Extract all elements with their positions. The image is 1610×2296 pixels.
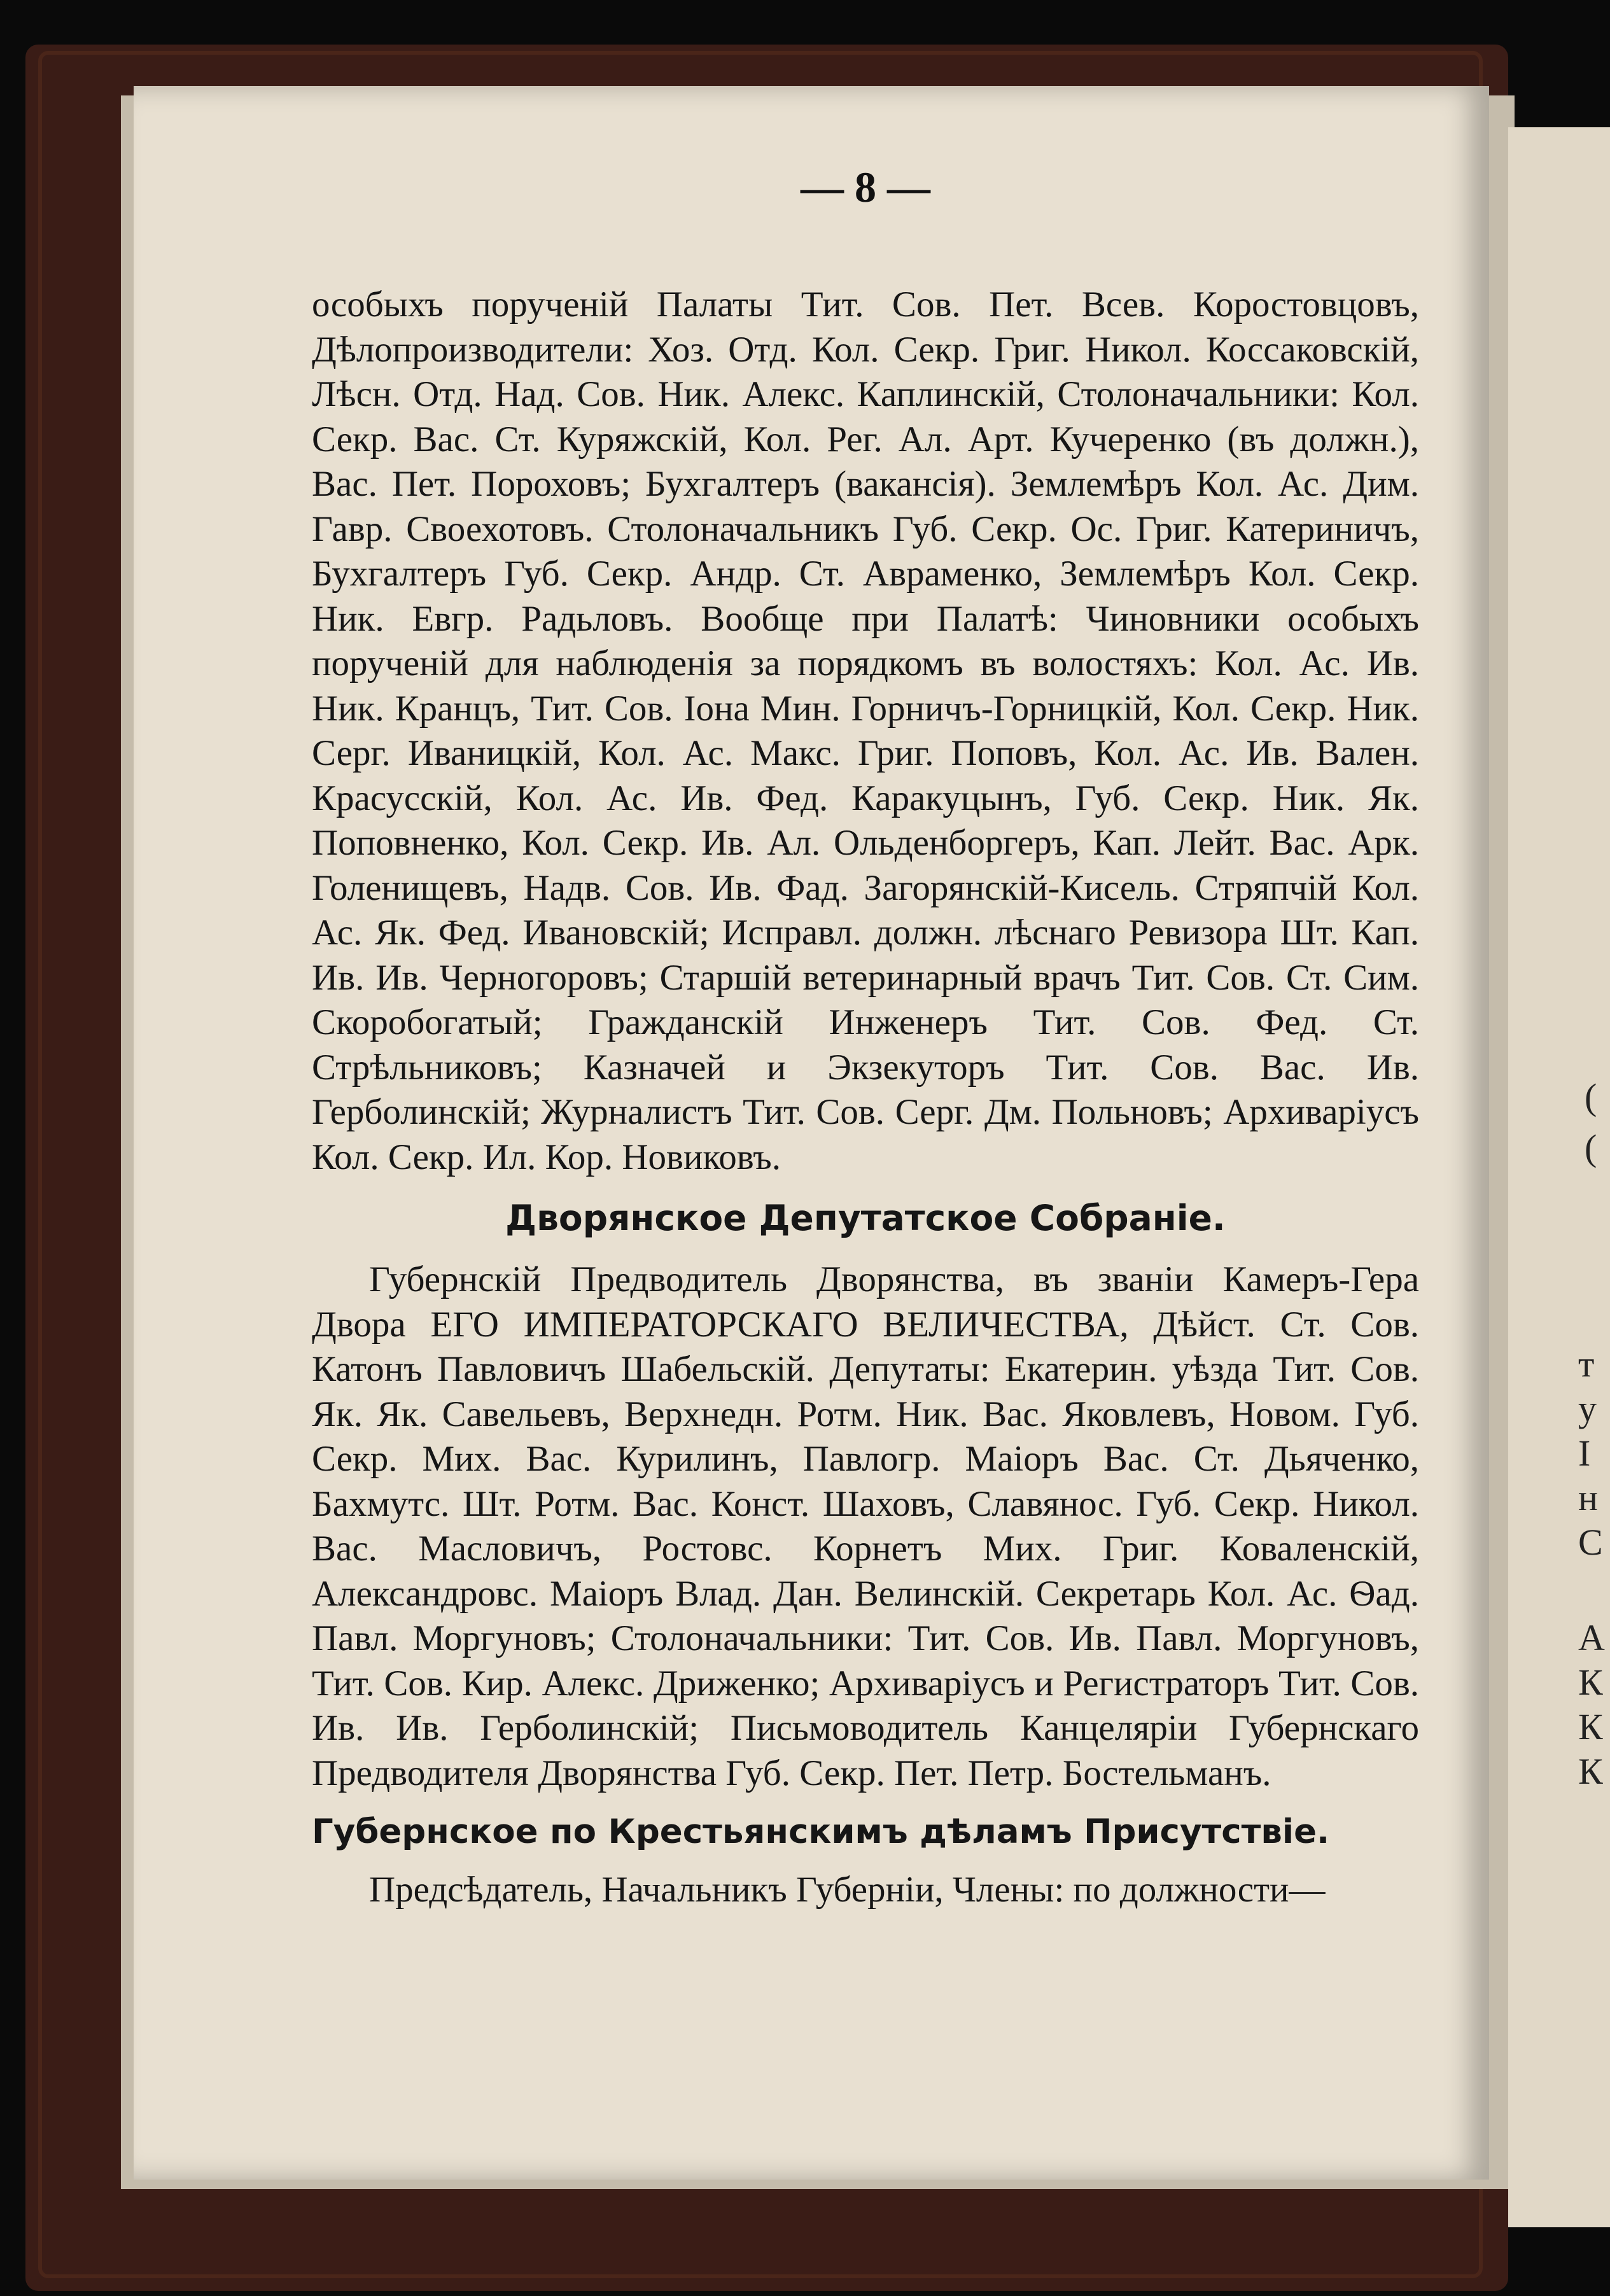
paragraph-palata: особыхъ порученій Палаты Тит. Сов. Пет. Всев. Коростовцовъ, Дѣлопроизводители: Хоз. Отд. Кол. Секр. Григ. Никол. Коссаковскій, Лѣсн. Отд. Над. Сов. Ник. Алекс. Каплинскій, Столоначальники: Кол. Секр. Вас. Ст. Куряжскій, Кол. Рег. Ал. Арт. Кучеренко (въ должн.), Вас. Пет. Пороховъ; Бухгалтеръ (вакансія). Землемѣръ Кол. Ас. Дим. Гавр. Своехотовъ. Столоначальникъ Губ. Секр. Ос. Григ. Катериничъ, Бухгалтеръ Губ. Секр. Андр. Ст. Авраменко, Землемѣръ Кол. Секр. Ник. Евгр. Радьловъ. Вообще при Палатѣ: Чиновники особыхъ порученій для наблюденія за порядкомъ въ волостяхъ: Кол. Ас. Ив. Ник. Кранцъ, Тит. Сов. Іона Мин. Горничъ-Горницкій, Кол. Секр. Ник. Серг. Иваницкій, Кол. Ас. Макс. Григ. Поповъ, Кол. Ас. Ив. Вален. Красусскій, Кол. Ас. Ив. Фед. Каракуцынъ, Губ. Секр. Ник. Як. Поповненко, Кол. Секр. Ив. Ал. Ольденборгеръ, Кап. Лейт. Вас. Арк. Голенищевъ, Надв. Сов. Ив. Фад. Загорянскій-Кисель. Стряпчій Кол. Ас. Як. Фед. Ивановскій; Исправл. должн. лѣснаго Ревизора Шт. Кап. Ив. Ив. Черногоровъ; Старшій ветеринарный врачъ Тит. Сов. Ст. Сим. Скоробогатый; Гражданскій Инженеръ Тит. Сов. Фед. Ст. Стрѣльниковъ; Казначей и Экзекуторъ Тит. Сов. Вас. Ив. Герболинскій; Журналистъ Тит. Сов. Серг. Дм. Польновъ; Архиваріусъ Кол. Секр. Ил. Кор. Новиковъ.	[312, 284, 1419, 1177]
page-content	[312, 162, 1419, 1913]
paragraph-krestyanskoe	[312, 1868, 1419, 1913]
facing-page-letter: К	[1578, 1706, 1603, 1747]
facing-page-letter: К	[1578, 1662, 1603, 1703]
facing-page-letter: у	[1578, 1388, 1597, 1429]
facing-page-letter: К	[1578, 1751, 1603, 1792]
section-heading-dvoryanskoe: Дворянское Депутатское Собраніе.	[505, 1198, 1226, 1238]
facing-page	[1508, 127, 1610, 2227]
paragraph-dvoryanskoe-text: Губернскій Предводитель Дворянства, въ званіи Камеръ-Гера Двора ЕГО ИМПЕРАТОРСКАГО ВЕЛИЧЕСТВА, Дѣйст. Ст. Сов. Катонъ Павловичъ Шабельскій. Депутаты: Екатерин. уѣзда Тит. Сов. Як. Як. Савельевъ, Верхнедн. Ротм. Ник. Вас. Яковлевъ, Новом. Губ. Секр. Мих. Вас. Курилинъ, Павлогр. Маіоръ Вас. Ст. Дьяченко, Бахмутс. Шт. Ротм. Вас. Конст. Шаховъ, Славянос. Губ. Секр. Никол. Вас. Масловичъ, Ростовс. Корнетъ Мих. Григ. Коваленскій, Александровс. Маіоръ Влад. Дан. Велинскій. Секретарь Кол. Ас. Ѳад. Павл. Моргуновъ; Столоначальники: Тит. Сов. Ив. Павл. Моргуновъ, Тит. Сов. Кир. Алекс. Дриженко; Архиваріусъ и Регистраторъ Тит. Сов. Ив. Ив. Герболинскій; Письмоводитель Канцеляріи Губернскаго Предводителя Дворянства Губ. Секр. Пет. Петр. Бостельманъ.	[312, 1259, 1419, 1793]
facing-page-letter: (	[1585, 1076, 1597, 1117]
facing-page-letter: т	[1578, 1343, 1595, 1385]
paragraph-dvoryanskoe	[312, 1257, 1419, 1796]
facing-page-letter: I	[1578, 1432, 1591, 1474]
facing-page-letter: (	[1585, 1127, 1597, 1168]
page-number: — 8 —	[801, 163, 930, 211]
section-heading-krestyanskoe: Губернское по Крестьянскимъ дѣламъ Присутствіе.	[312, 1812, 1330, 1851]
facing-page-letter: А	[1578, 1617, 1605, 1658]
paragraph-krestyanskoe-text: Предсѣдатель, Начальникъ Губерніи, Члены: по должности—	[369, 1870, 1326, 1910]
facing-page-letter: н	[1578, 1477, 1599, 1518]
facing-page-letter: С	[1578, 1522, 1603, 1563]
